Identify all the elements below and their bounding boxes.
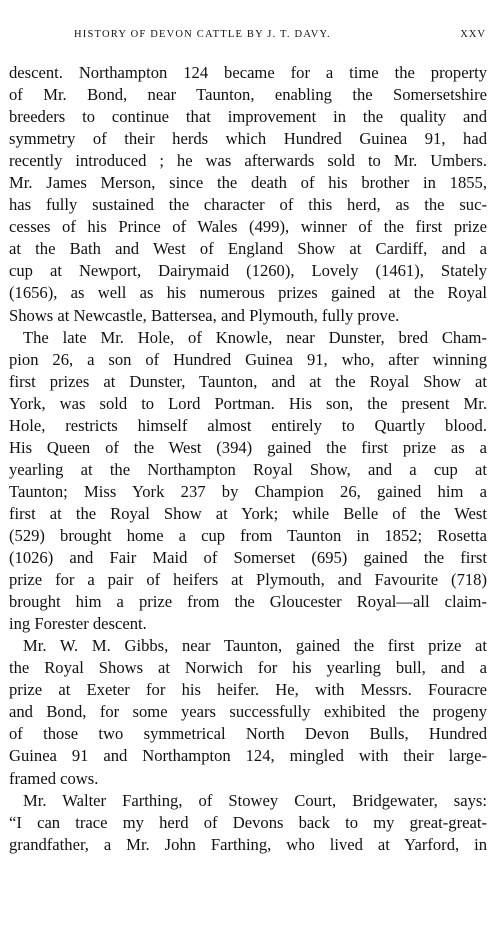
- paragraph: [9, 635, 487, 789]
- text-line: recently introduced ; he was afterwards sold to Mr. Umbers.: [9, 151, 487, 171]
- text-line: breeders to continue that improvement in the quality and: [9, 107, 487, 127]
- text-line: of those two symmetrical North Devon Bulls, Hundred: [9, 724, 487, 744]
- text-line: prize for a pair of heifers at Plymouth, and Favourite (718): [9, 570, 487, 590]
- page-number: XXV: [460, 29, 486, 40]
- text-line: framed cows.: [9, 768, 99, 788]
- paragraph: [9, 327, 487, 636]
- text-line: symmetry of their herds which Hundred Guinea 91, had: [9, 129, 487, 149]
- text-line: Guinea 91 and Northampton 124, mingled with their large-: [9, 746, 487, 766]
- text-line: of Mr. Bond, near Taunton, enabling the Somersetshire: [9, 85, 487, 105]
- text-line: “I can trace my herd of Devons back to my great-great-: [9, 812, 487, 832]
- text-line: first at the Royal Show at York; while Belle of the West: [9, 503, 487, 523]
- text-line: brought him a prize from the Gloucester Royal—all claim-: [9, 592, 487, 612]
- text-line: prize at Exeter for his heifer. He, with Messrs. Fouracre: [9, 680, 487, 700]
- running-head: [50, 24, 486, 46]
- text-line: ing Forester descent.: [9, 614, 147, 634]
- text-line: Taunton; Miss York 237 by Champion 26, gained him a: [9, 481, 487, 501]
- text-line: The late Mr. Hole, of Knowle, near Dunster, bred Cham-: [23, 327, 487, 347]
- text-line: (1656), as well as his numerous prizes gained at the Royal: [9, 283, 487, 303]
- running-head-title: HISTORY OF DEVON CATTLE BY J. T. DAVY.: [74, 29, 331, 40]
- text-line: cup at Newport, Dairymaid (1260), Lovely (1461), Stately: [9, 261, 487, 281]
- text-line: Mr. James Merson, since the death of his brother in 1855,: [9, 173, 487, 193]
- text-line: Hole, restricts himself almost entirely to Quartly blood.: [9, 415, 487, 435]
- text-line: the Royal Shows at Norwich for his yearling bull, and a: [9, 658, 487, 678]
- text-line: Shows at Newcastle, Battersea, and Plymouth, fully prove.: [9, 305, 400, 325]
- text-line: descent. Northampton 124 became for a time the property: [9, 63, 487, 82]
- body-text: [9, 62, 487, 856]
- text-line: His Queen of the West (394) gained the first prize as a: [9, 437, 487, 457]
- text-line: Mr. Walter Farthing, of Stowey Court, Bridgewater, says:: [23, 790, 487, 810]
- text-line: and Bond, for some years successfully exhibited the progeny: [9, 702, 487, 722]
- text-line: yearling at the Northampton Royal Show, and a cup at: [9, 459, 487, 479]
- text-line: pion 26, a son of Hundred Guinea 91, who, after winning: [9, 349, 487, 369]
- text-line: Mr. W. M. Gibbs, near Taunton, gained the first prize at: [23, 636, 487, 656]
- text-line: at the Bath and West of England Show at Cardiff, and a: [9, 239, 487, 259]
- text-line: has fully sustained the character of this herd, as the suc-: [9, 195, 487, 215]
- text-line: York, was sold to Lord Portman. His son, the present Mr.: [9, 393, 487, 413]
- paragraph: [9, 62, 487, 327]
- text-line: (1026) and Fair Maid of Somerset (695) gained the first: [9, 548, 487, 568]
- text-line: first prizes at Dunster, Taunton, and at the Royal Show at: [9, 371, 487, 391]
- paragraph: [9, 790, 487, 856]
- text-line: (529) brought home a cup from Taunton in 1852; Rosetta: [9, 525, 487, 545]
- text-line: grandfather, a Mr. John Farthing, who lived at Yarford, in: [9, 834, 487, 854]
- text-line: cesses of his Prince of Wales (499), winner of the first prize: [9, 217, 487, 237]
